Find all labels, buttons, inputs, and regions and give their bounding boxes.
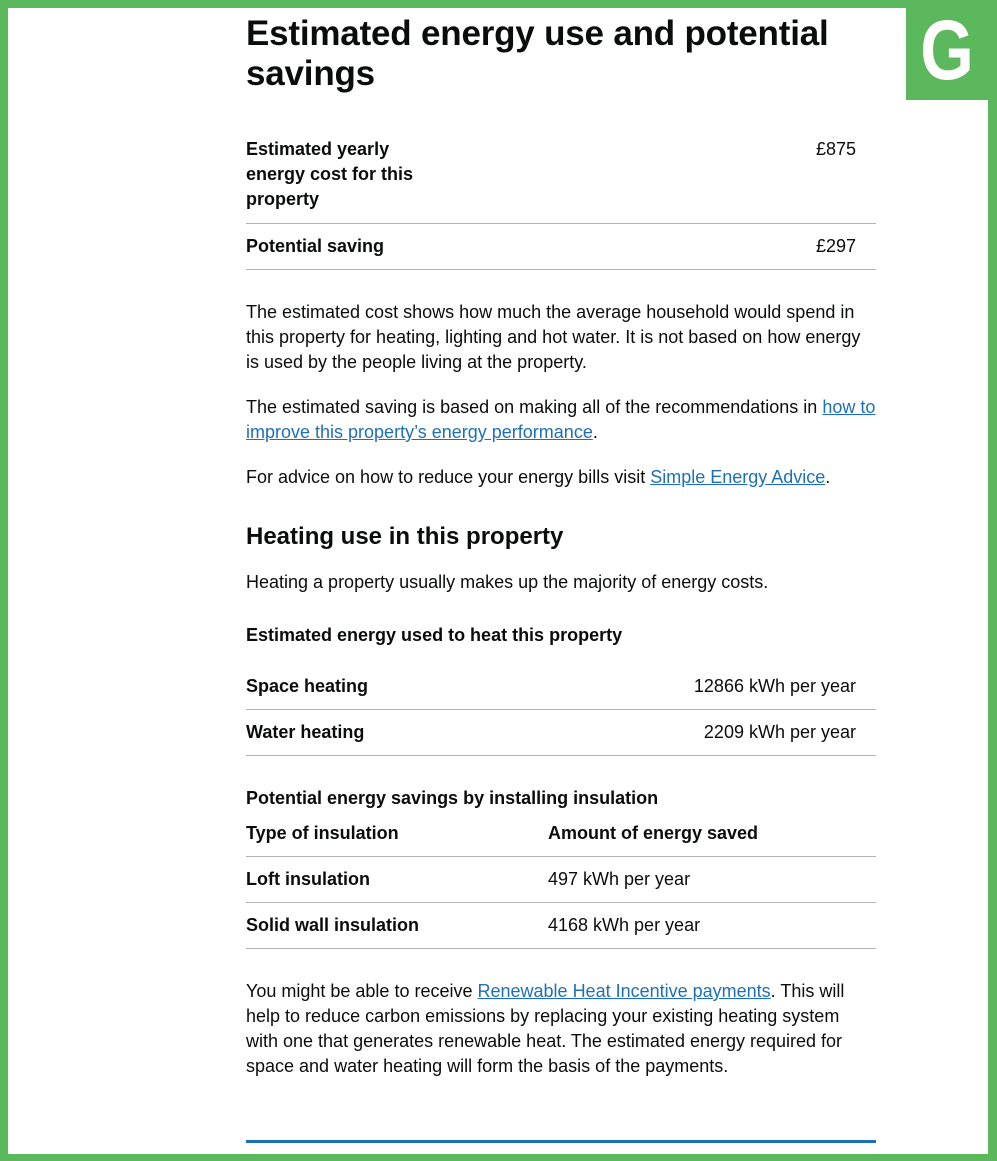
advice-text-end: .: [825, 467, 831, 487]
column-header-amount: Amount of energy saved: [548, 811, 876, 857]
insulation-table: [246, 811, 876, 949]
heating-row-value: 2209 kWh per year: [703, 722, 856, 742]
energy-rating-badge: G: [906, 0, 988, 100]
insulation-caption: Potential energy savings by installing insulation: [246, 788, 659, 808]
cost-label: Estimated yearly energy cost for this property: [246, 139, 414, 209]
cost-summary: [246, 128, 876, 270]
table-row: [246, 903, 876, 949]
rhi-text-end: . This will help to reduce carbon emissions by replacing your existing heating system with one that generates renewable heat. The estimated energy required for space and water heating will form the basis of the payments.: [246, 981, 845, 1076]
heating-row: [246, 710, 876, 756]
heating-subheading: Estimated energy used to heat this property: [246, 625, 623, 645]
saving-text-end: .: [592, 422, 598, 442]
table-header-row: [246, 811, 876, 857]
cost-value: £875: [815, 139, 856, 159]
insulation-amount: 4168 kWh per year: [548, 903, 876, 949]
improve-performance-link[interactable]: how to improve this property’s energy performance: [246, 397, 876, 442]
main-content: [246, 14, 876, 1079]
column-header-type: Type of insulation: [246, 811, 548, 857]
rhi-text: You might be able to receive: [246, 981, 478, 1001]
heating-heading: Heating use in this property: [246, 523, 564, 550]
insulation-amount: 497 kWh per year: [548, 857, 876, 903]
insulation-type: Solid wall insulation: [246, 903, 548, 949]
heating-row-label: Space heating: [246, 676, 369, 696]
cost-explanation: The estimated cost shows how much the average household would spend in this property for heating, lighting and hot water. It is not based on how energy is used by the people living at the property.: [246, 302, 861, 372]
heating-row-label: Water heating: [246, 722, 365, 742]
heating-list: [246, 668, 876, 756]
saving-label: Potential saving: [246, 236, 385, 256]
table-row: [246, 857, 876, 903]
simple-energy-advice-link[interactable]: Simple Energy Advice: [650, 467, 826, 487]
insulation-type: Loft insulation: [246, 857, 548, 903]
saving-text: The estimated saving is based on making all of the recommendations in: [246, 397, 823, 417]
summary-row-saving: [246, 224, 876, 270]
renewable-heat-paragraph: [246, 979, 876, 1079]
heating-row: [246, 668, 876, 710]
saving-value: £297: [815, 236, 856, 256]
saving-explanation: [246, 395, 876, 445]
heating-row-value: 12866 kWh per year: [693, 676, 856, 696]
page-heading: Estimated energy use and potential savings: [246, 14, 829, 93]
advice-paragraph: [246, 465, 876, 490]
renewable-heat-incentive-link[interactable]: Renewable Heat Incentive payments: [477, 981, 771, 1001]
heating-intro: Heating a property usually makes up the majority of energy costs.: [246, 572, 769, 592]
section-divider: [246, 1140, 876, 1143]
summary-row-cost: [246, 128, 876, 224]
advice-text: For advice on how to reduce your energy bills visit: [246, 467, 651, 487]
